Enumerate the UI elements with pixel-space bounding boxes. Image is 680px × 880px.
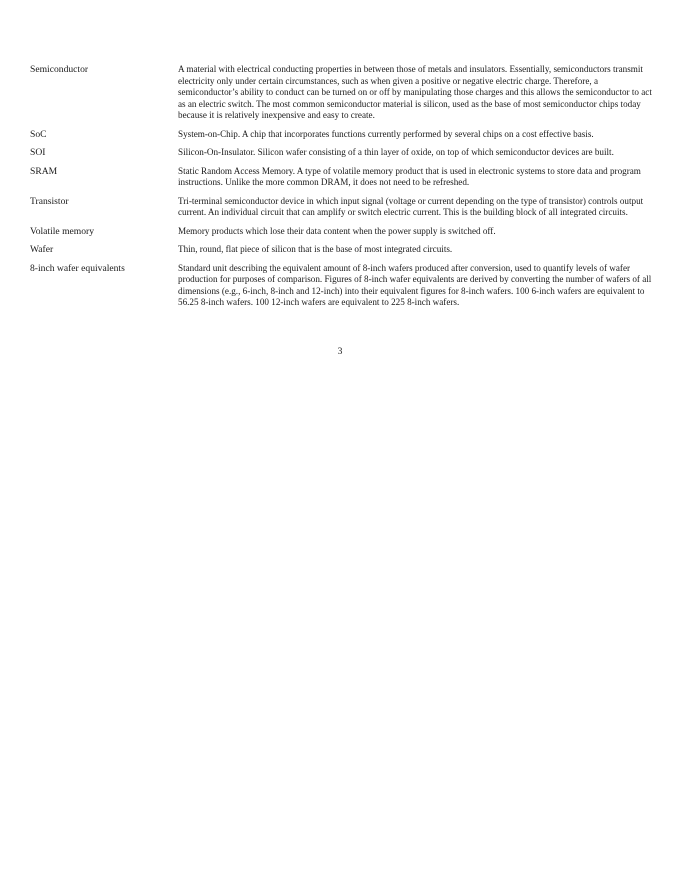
glossary-term: Volatile memory [30, 225, 95, 237]
glossary-entry-volatile-memory [30, 226, 652, 238]
glossary-entry-transistor [30, 196, 652, 219]
glossary-definition: Tri-terminal semiconductor device in which input signal (voltage or current depending on the type of transistor) controls output current. An individual circuit that can amplify or switch electric current. This is the building block of all integrated circuits. [178, 195, 644, 217]
glossary-term: 8-inch wafer equivalents [30, 262, 125, 274]
glossary-term: Wafer [30, 244, 54, 255]
glossary-entry-semiconductor [30, 64, 652, 122]
glossary-entry-sram [30, 166, 652, 189]
page-number: 3 [337, 346, 343, 357]
glossary-definition: Standard unit describing the equivalent amount of 8-inch wafers produced after conversion, used to quantify levels of wafer production for purposes of comparison. Figures of 8-inch wafer equivalents are derived by converting the number of wafers of all dimensions (e.g., 6-inch, 8-inch and 12-inch) into their equivalent figures for 8-inch wafers. 100 6-inch wafers are equivalent to 56.25 8-inch wafers. 100 12-inch wafers are equivalent to 225 8-inch wafers. [178, 262, 652, 307]
glossary-definition: Memory products which lose their data content when the power supply is switched off. [178, 225, 496, 236]
glossary-term: SOI [30, 147, 46, 158]
glossary-definition: Thin, round, flat piece of silicon that is the base of most integrated circuits. [178, 244, 453, 254]
glossary-entry-wafer [30, 244, 652, 256]
glossary-list [30, 64, 652, 316]
glossary-definition: A material with electrical conducting properties in between those of metals and insulators. Essentially, semiconductors transmit electricity only under certain circumstances, such as when given a positive or negative electric charge. Therefore, a semiconductor’s ability to conduct can be turned on or off by manipulating those charges and this allows the semiconductor to act as an electric switch. The most common semiconductor material is silicon, used as the base of most semiconductor chips today because it is relatively inexpensive and easy to create. [178, 64, 652, 120]
glossary-entry-soi [30, 147, 652, 159]
glossary-definition: Static Random Access Memory. A type of volatile memory product that is used in electronic systems to store data and program instructions. Unlike the more common DRAM, it does not need to be refreshed. [178, 165, 641, 187]
glossary-definition: System-on-Chip. A chip that incorporates functions currently performed by several chips on a cost effective basis. [178, 128, 594, 139]
glossary-term: SoC [30, 128, 47, 140]
glossary-definition: Silicon-On-Insulator. Silicon wafer consisting of a thin layer of oxide, on top of which semiconductor devices are built. [178, 147, 614, 157]
glossary-term: Transistor [30, 195, 69, 207]
glossary-entry-soc [30, 129, 652, 141]
glossary-term: SRAM [30, 165, 58, 177]
glossary-term: Semiconductor [30, 64, 89, 75]
glossary-entry-8-inch-wafer-equivalents [30, 263, 652, 309]
